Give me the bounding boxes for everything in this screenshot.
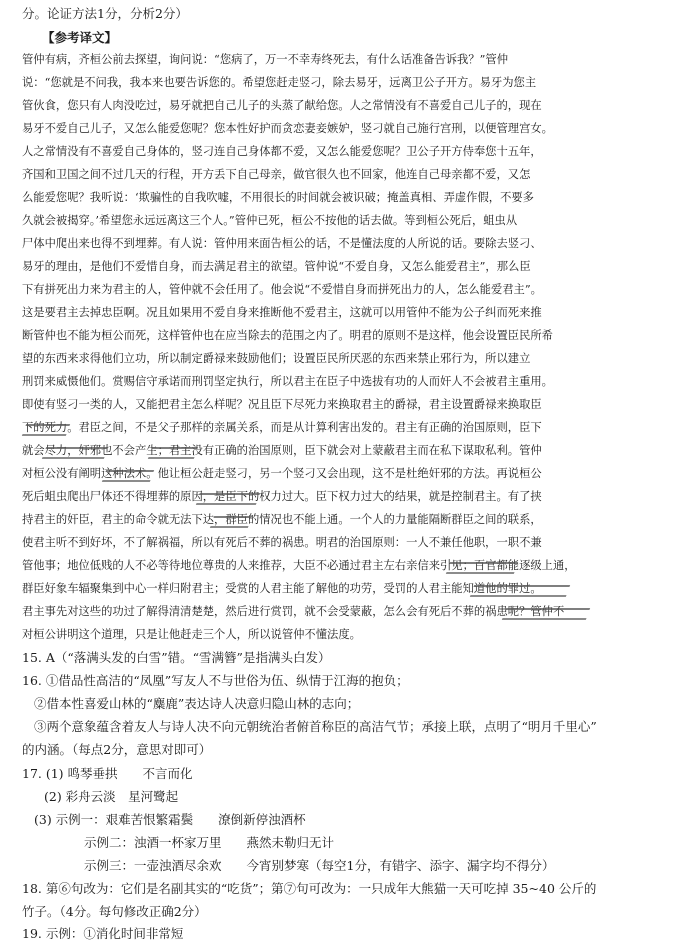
translation-line: 易牙的理由，是他们不爱惜自身，而去满足君主的欲望。管仲说“不爱自身，又怎么能爱君主”，那么臣: [22, 260, 531, 273]
translation-line: 望的东西来求得他们立功，所以制定爵禄来鼓励他们；设置臣民所厌恶的东西来禁止邪行为，所以建立: [22, 352, 531, 365]
translation-line: 说：“您就是不问我，我本来也要告诉您的。希望您赶走竖刁，除去易牙，远离卫公子开方。易牙为您主: [22, 76, 537, 89]
answer-q16-point-2: ②借本性喜爱山林的“麋鹿”表达诗人决意归隐山林的志向；: [34, 696, 360, 711]
translation-line: 对桓公讲明这个道理，只是让他赶走三个人，所以说管仲不懂法度。: [22, 628, 361, 641]
translation-line: 对桓公没有阐明这种法术。他让桓公赶走竖刁，另一个竖刁又会出现，这不是杜绝奸邪的方法。再说桓公: [22, 467, 542, 480]
translation-line: 使君主听不到好坏，不了解祸福，所以有死后不葬的祸患。明君的治国原则：一人不兼任他职，一职不兼: [22, 536, 542, 549]
translation-line: 死后蛆虫爬出尸体还不得埋葬的原因，是臣下的权力过大。臣下权力过大的结果，就是控制君主。有了挟: [22, 490, 542, 503]
translation-line: 就会尽力，奸邪也不会产生；君主没有正确的治国原则，臣下就会对上蒙蔽君主而在私下谋取私利。管仲: [22, 444, 542, 457]
answer-q16-point-3: ③两个意象蕴含着友人与诗人决不向元朝统治者俯首称臣的高洁气节；承接上联，点明了“明月千里心”: [34, 719, 597, 734]
answer-q18-continued: 竹子。（4分。每句修改正确2分）: [22, 904, 207, 919]
answer-q16-point-1: 16. ①借品性高洁的“凤凰”写友人不与世俗为伍、纵情于江海的抱负；: [22, 673, 409, 688]
translation-line: 群臣好象车辐聚集到中心一样归附君主；受赏的人君主能了解他的功劳，受罚的人君主能知道他的罪过。: [22, 582, 542, 595]
translation-line: 即使有竖刁一类的人，又能把君主怎么样呢？况且臣下尽死力来换取君主的爵禄，君主设置爵禄来换取臣: [22, 398, 542, 411]
translation-line: 尸体中爬出来也得不到埋葬。有人说：管仲用来面告桓公的话，不是懂法度的人所说的话。要除去竖刁、: [22, 237, 542, 250]
answer-q17-example-2: 示例二：浊酒一杯家万里 燕然未勒归无计: [84, 835, 335, 850]
answer-q19: 19. 示例：①消化时间非常短: [22, 926, 184, 941]
reference-translation-title: 【参考译文】: [42, 30, 118, 45]
pen-scribble: [102, 470, 154, 482]
translation-line: 断管仲也不能为桓公而死，这样管仲也在应当除去的范围之内了。明君的原则不是这样，他会设置臣民所希: [22, 329, 553, 342]
pen-scribble: [502, 608, 590, 620]
pen-scribble: [210, 516, 252, 528]
translation-line: 持君主的奸臣，君主的命令就无法下达，群臣的情况也不能上通。一个人的力量能隔断群臣之间的联系，: [22, 513, 542, 526]
answer-q17-1: 17. (1) 鸣琴垂拱 不言而化: [22, 766, 193, 781]
translation-line: 人之常情没有不喜爱自己身体的，竖刁连自己身体都不爱，又怎么能爱您呢？卫公子开方侍奉您十五年，: [22, 145, 542, 158]
answer-q17-example-3: 示例三：一壶浊酒尽余欢 今宵别梦寒（每空1分，有错字、添字、漏字均不得分）: [84, 858, 555, 873]
pen-scribble: [196, 493, 260, 505]
translation-line: 易牙不爱自己儿子，又怎么能爱您呢？您本性好护而贪恋妻妾嫉妒，竖刁就自己施行宫刑，以便管理宫女。: [22, 122, 553, 135]
translation-line: 久就会被揭穿。’希望您永远远离这三个人。”管仲已死，桓公不按他的话去做。等到桓公死后，蛆虫从: [22, 214, 518, 227]
pen-scribble: [22, 424, 70, 436]
pen-scribble: [446, 562, 518, 574]
translation-line: 管仲有病，齐桓公前去探望，询问说：“您病了，万一不幸寿终死去，有什么话准备告诉我？”管仲: [22, 53, 509, 66]
translation-line: 齐国和卫国之间不过几天的行程，开方丢下自己母亲，做官很久也不回家，他连自己母亲都不爱，又怎: [22, 168, 531, 181]
translation-line: 刑罚来威慑他们。赏赐信守承诺而刑罚坚定执行，所以君主在臣子中选拔有功的人而奸人不会被君主重用。: [22, 375, 553, 388]
header-line: 分。论证方法1分，分析2分）: [22, 6, 188, 21]
translation-line: 管他事；地位低贱的人不必等待地位尊贵的人来推荐，大臣不必通过君主左右亲信来引见；百官都能逐级上通，: [22, 559, 576, 572]
translation-line: 下的死力。君臣之间，不是父子那样的亲属关系，而是从计算利害出发的。君主有正确的治国原则，臣下: [22, 421, 542, 434]
answer-q15: 15. A（“落满头发的白雪”错。“雪满簪”是指满头白发）: [22, 650, 331, 665]
translation-line: 下有拼死出力来为君主的人，管仲就不会任用了。他会说“不爱惜自身而拼死出力的人，怎么能爱君主”。: [22, 283, 542, 296]
answer-q18: 18. 第⑥句改为：它们是名副其实的“吃货”；第⑦句可改为：一只成年大熊猫一天可吃掉 35~40 公斤的: [22, 881, 597, 896]
answer-q17-2: (2) 彩舟云淡 星河鹭起: [44, 789, 179, 804]
translation-line: 么能爱您呢？我听说：‘欺骗性的自我吹嘘，不用很长的时间就会被识破；掩盖真相、弄虚作假，不要多: [22, 191, 534, 204]
answer-q16-note: 的内涵。（每点2分，意思对即可）: [22, 742, 212, 757]
pen-scribble: [42, 447, 108, 459]
pen-scribble: [148, 447, 198, 459]
answer-q17-3: (3) 示例一：艰难苦恨繁霜鬓 潦倒新停浊酒杯: [34, 812, 306, 827]
translation-line: 这是要君主去掉忠臣啊。况且如果用不爱自身来推断他不爱君主，这就可以用管仲不能为公子纠而死来推: [22, 306, 542, 319]
translation-line: 君主事先对这些的功过了解得清清楚楚，然后进行赏罚，就不会受蒙蔽，怎么会有死后不葬的祸患呢？管仲不: [22, 605, 565, 618]
translation-line: 管伙食，您只有人肉没吃过，易牙就把自己儿子的头蒸了献给您。人之常情没有不喜爱自己儿子的，现在: [22, 99, 542, 112]
pen-scribble: [470, 585, 570, 597]
